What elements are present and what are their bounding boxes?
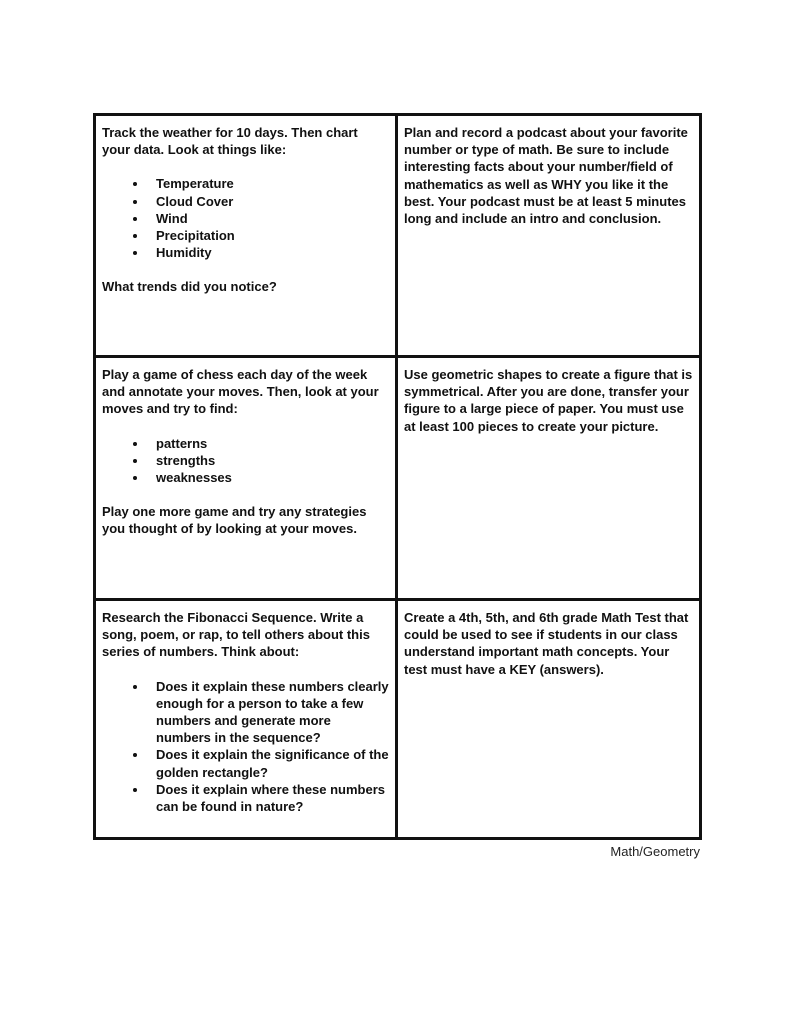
list-item: • Wind — [148, 210, 389, 227]
cell-geometric-shapes — [398, 358, 699, 601]
cell-chess — [96, 358, 398, 601]
cell-outro: Play one more game and try any strategies you thought of by looking at your moves. — [102, 504, 367, 537]
bullet-list — [102, 175, 389, 261]
list-item: • Does it explain these numbers clearly enough for a person to take a few numbers and generate more numbers in the sequence? — [148, 678, 389, 747]
cell-math-test — [398, 601, 699, 838]
footer-subject-label: Math/Geometry — [610, 844, 700, 859]
list-item: • Cloud Cover — [148, 193, 389, 210]
cell-weather — [96, 116, 398, 358]
list-item: • weaknesses — [148, 469, 389, 486]
cell-intro: Play a game of chess each day of the week and annotate your moves. Then, look at your moves and try to find: — [102, 367, 379, 417]
list-item: • patterns — [148, 435, 389, 452]
cell-intro: Create a 4th, 5th, and 6th grade Math Test that could be used to see if students in our class understand important math concepts. Your test must have a KEY (answers). — [404, 610, 689, 677]
cell-fibonacci — [96, 601, 398, 838]
cell-intro: Plan and record a podcast about your favorite number or type of math. Be sure to include interesting facts about your number/field of mathematics as well as WHY you like it the best. Your podcast must be at least 5 minutes long and include an intro and conclusion. — [404, 125, 688, 227]
list-item: • Does it explain the significance of the golden rectangle? — [148, 746, 389, 780]
list-item: • Humidity — [148, 244, 389, 261]
cell-intro: Track the weather for 10 days. Then chart your data. Look at things like: — [102, 125, 358, 158]
cell-outro: What trends did you notice? — [102, 279, 277, 295]
choice-board-table — [93, 113, 702, 840]
list-item: • strengths — [148, 452, 389, 469]
cell-intro: Research the Fibonacci Sequence. Write a song, poem, or rap, to tell others about this series of numbers. Think about: — [102, 610, 370, 660]
cell-intro: Use geometric shapes to create a figure that is symmetrical. After you are done, transfer your figure to a large piece of paper. You must use at least 100 pieces to create your picture. — [404, 367, 693, 434]
list-item: • Does it explain where these numbers can be found in nature? — [148, 781, 389, 815]
list-item: • Precipitation — [148, 227, 389, 244]
bullet-list — [102, 435, 389, 487]
bullet-list — [102, 678, 389, 816]
list-item: • Temperature — [148, 175, 389, 192]
cell-podcast — [398, 116, 699, 358]
